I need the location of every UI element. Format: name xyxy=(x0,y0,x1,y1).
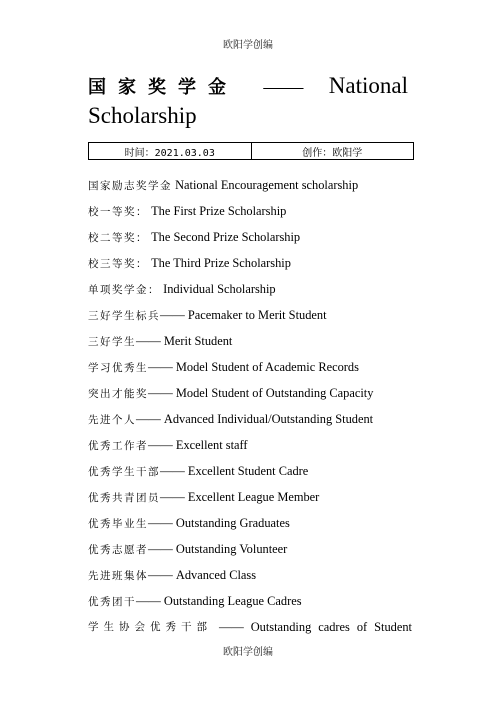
title-dash: —— xyxy=(263,76,304,98)
item-word: Student xyxy=(374,620,412,634)
item-word: Outstanding xyxy=(250,620,312,634)
item-cn: 先进个人 xyxy=(88,414,136,426)
item-cn: 校三等奖： xyxy=(88,258,148,270)
list-item-last xyxy=(88,617,412,643)
award-list xyxy=(88,175,412,643)
list-item xyxy=(88,435,412,461)
list-item xyxy=(88,227,412,253)
item-en: —— Model Student of Academic Records xyxy=(148,360,359,374)
item-en: —— Advanced Individual/Outstanding Student xyxy=(136,412,374,426)
list-item xyxy=(88,409,412,435)
list-item xyxy=(88,279,412,305)
list-item xyxy=(88,513,412,539)
list-item xyxy=(88,253,412,279)
meta-table xyxy=(88,142,414,160)
page-footer: 欧阳学创编 xyxy=(223,647,273,658)
item-en: National Encouragement scholarship xyxy=(172,178,359,192)
list-item xyxy=(88,591,412,617)
list-item xyxy=(88,331,412,357)
item-en: The Third Prize Scholarship xyxy=(148,256,291,270)
title-english-part1: National xyxy=(328,73,408,98)
item-cn: 优秀毕业生 xyxy=(88,518,148,530)
document-title xyxy=(88,72,408,130)
item-en: —— Model Student of Outstanding Capacity xyxy=(148,386,374,400)
item-cn: 学习优秀生 xyxy=(88,362,148,374)
title-chinese: 国家奖学金 xyxy=(88,77,238,98)
list-item xyxy=(88,539,412,565)
list-item xyxy=(88,383,412,409)
item-cn: 优秀工作者 xyxy=(88,440,148,452)
list-item xyxy=(88,487,412,513)
item-en: —— Advanced Class xyxy=(148,568,257,582)
list-item xyxy=(88,175,412,201)
item-en: The First Prize Scholarship xyxy=(148,204,287,218)
page-header: 欧阳学创编 xyxy=(223,40,273,51)
item-en: —— Outstanding League Cadres xyxy=(136,594,302,608)
item-cn: 突出才能奖 xyxy=(88,388,148,400)
item-word: cadres xyxy=(318,620,350,634)
list-item xyxy=(88,305,412,331)
author-cell: 创作：欧阳学 xyxy=(251,143,414,159)
item-cn: 校一等奖： xyxy=(88,206,148,218)
item-word: of xyxy=(356,620,368,634)
item-cn: 国家励志奖学金 xyxy=(88,180,172,192)
item-dash: —— xyxy=(218,620,244,634)
title-english-part2: Scholarship xyxy=(88,103,197,128)
item-cn: 优秀志愿者 xyxy=(88,544,148,556)
item-cn: 先进班集体 xyxy=(88,570,148,582)
item-cn: 优秀学生干部 xyxy=(88,466,160,478)
item-en: —— Outstanding Volunteer xyxy=(148,542,288,556)
item-cn: 校二等奖： xyxy=(88,232,148,244)
item-en: —— Excellent staff xyxy=(148,438,248,452)
item-en: —— Excellent League Member xyxy=(160,490,320,504)
list-item xyxy=(88,201,412,227)
item-cn: 三好学生 xyxy=(88,336,136,348)
item-en: —— Outstanding Graduates xyxy=(148,516,290,530)
list-item xyxy=(88,565,412,591)
item-en: —— Merit Student xyxy=(136,334,233,348)
item-cn: 优秀共青团员 xyxy=(88,492,160,504)
list-item xyxy=(88,461,412,487)
item-en: Individual Scholarship xyxy=(160,282,276,296)
item-cn: 学生协会优秀干部 xyxy=(88,621,212,633)
item-en: The Second Prize Scholarship xyxy=(148,230,301,244)
list-item xyxy=(88,357,412,383)
item-cn: 优秀团干 xyxy=(88,596,136,608)
item-cn: 三好学生标兵 xyxy=(88,310,160,322)
item-en: —— Excellent Student Cadre xyxy=(160,464,309,478)
item-cn: 单项奖学金： xyxy=(88,284,160,296)
time-cell: 时间：2021.03.03 xyxy=(124,147,215,159)
item-en: —— Pacemaker to Merit Student xyxy=(160,308,327,322)
